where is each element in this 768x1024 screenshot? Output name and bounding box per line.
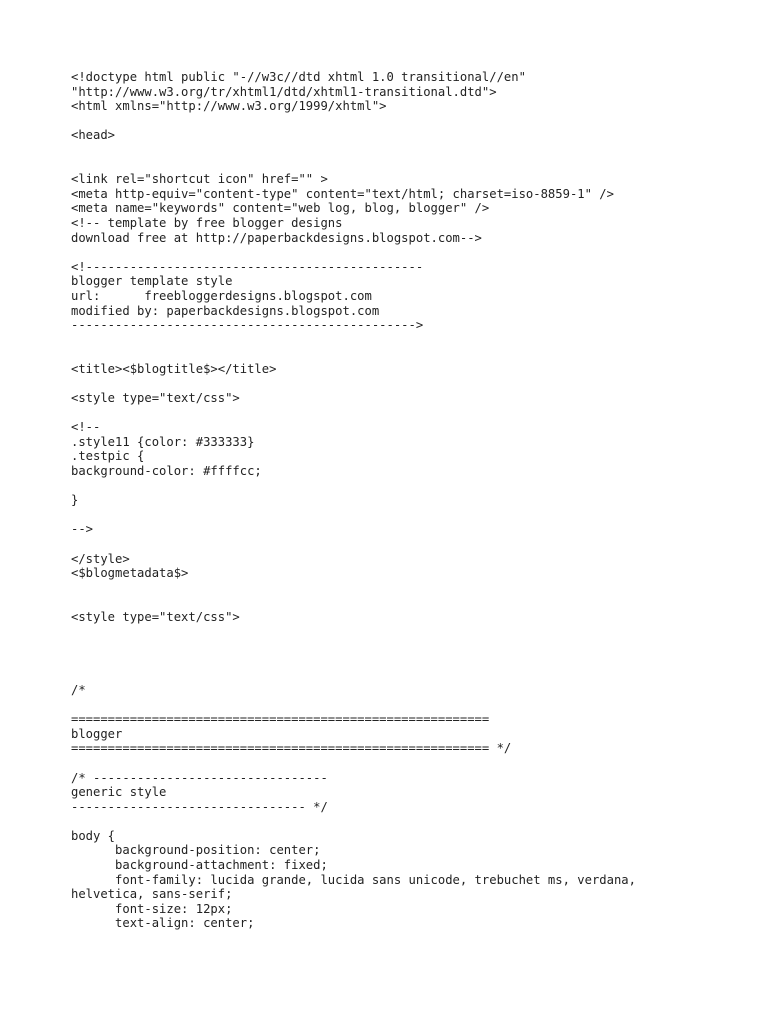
code-line — [71, 698, 751, 713]
code-line — [71, 347, 751, 362]
code-line: generic style — [71, 785, 167, 800]
code-line: font-family: lucida grande, lucida sans unicode, trebuchet ms, verdana, — [71, 872, 636, 887]
code-line — [71, 158, 751, 173]
code-line: "http://www.w3.org/tr/xhtml1/dtd/xhtml1-transitional.dtd"> — [71, 84, 497, 99]
code-line: download free at http://paperbackdesigns.blogspot.com--> — [71, 230, 482, 245]
code-line: ========================================================= — [71, 712, 490, 727]
code-line: </style> — [71, 551, 130, 566]
code-line — [71, 537, 751, 552]
code-line: } — [71, 493, 79, 508]
code-line: <!doctype html public "-//w3c//dtd xhtml 1.0 transitional//en" — [71, 70, 526, 84]
code-line — [71, 581, 751, 596]
code-line — [71, 654, 751, 669]
code-line — [71, 143, 751, 158]
code-line: .style11 {color: #333333} — [71, 434, 255, 449]
code-line: text-align: center; — [71, 916, 255, 931]
code-line: <!-- template by free blogger designs — [71, 215, 343, 230]
code-line: background-attachment: fixed; — [71, 858, 328, 873]
code-line: <html xmlns="http://www.w3.org/1999/xhtml"> — [71, 99, 387, 114]
code-line: <meta name="keywords" content="web log, blog, blogger" /> — [71, 201, 490, 216]
code-line: url: freebloggerdesigns.blogspot.com — [71, 288, 372, 303]
code-line: <style type="text/css"> — [71, 609, 240, 624]
code-line: <link rel="shortcut icon" href="" > — [71, 172, 328, 187]
code-line — [71, 756, 751, 771]
source-code-text — [71, 70, 751, 931]
code-line: ========================================================= */ — [71, 741, 512, 756]
code-line: <title><$blogtitle$></title> — [71, 361, 277, 376]
code-line: -------------------------------- */ — [71, 799, 328, 814]
code-line: --> — [71, 522, 94, 537]
code-line: modified by: paperbackdesigns.blogspot.com — [71, 303, 380, 318]
code-line: font-size: 12px; — [71, 901, 233, 916]
code-line — [71, 333, 751, 348]
code-line: <head> — [71, 128, 116, 143]
code-line — [71, 595, 751, 610]
code-line — [71, 625, 751, 640]
code-line — [71, 376, 751, 391]
code-line — [71, 406, 751, 421]
code-line: /* — [71, 682, 86, 697]
code-line: <meta http-equiv="content-type" content="text/html; charset=iso-8859-1" /> — [71, 186, 614, 201]
code-line — [71, 668, 751, 683]
code-line — [71, 508, 751, 523]
code-line — [71, 114, 751, 129]
code-line: <!---------------------------------------------- — [71, 259, 424, 274]
code-line: <style type="text/css"> — [71, 391, 240, 406]
code-line: -----------------------------------------------> — [71, 318, 424, 333]
code-line: /* -------------------------------- — [71, 770, 328, 785]
code-line: body { — [71, 828, 116, 843]
code-line: blogger template style — [71, 274, 233, 289]
code-line — [71, 639, 751, 654]
code-line — [71, 479, 751, 494]
code-line: helvetica, sans-serif; — [71, 887, 233, 902]
code-line: background-color: #ffffcc; — [71, 464, 262, 479]
code-line — [71, 814, 751, 829]
code-line: blogger — [71, 726, 123, 741]
code-line: background-position: center; — [71, 843, 321, 858]
code-line: <$blogmetadata$> — [71, 566, 189, 581]
code-line — [71, 245, 751, 260]
code-line: <!-- — [71, 420, 101, 435]
code-line: .testpic { — [71, 449, 145, 464]
